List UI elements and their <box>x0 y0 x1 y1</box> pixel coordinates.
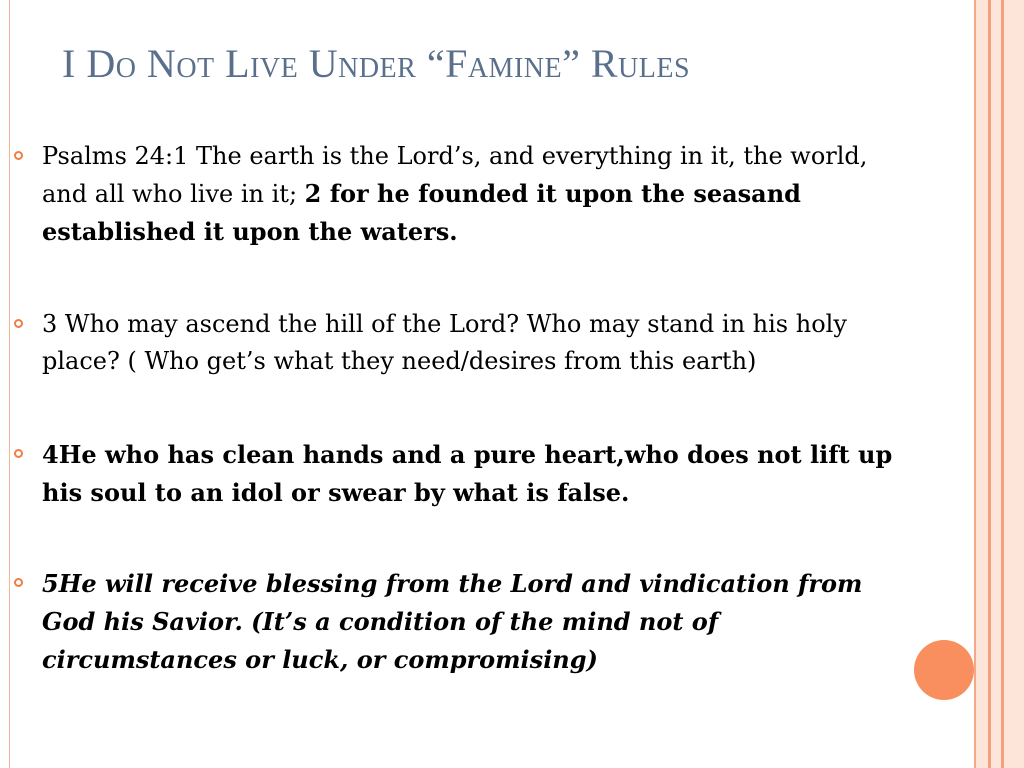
right-stripes-decoration <box>974 0 1024 768</box>
bullet-ring-icon <box>14 578 23 587</box>
bullet-item-verse-3 <box>14 306 914 380</box>
bullet-text: 3 Who may ascend the hill of the Lord? Who may stand in his holy place? ( Who get’s what they need/desires from this earth) <box>42 310 847 375</box>
bullet-ring-icon <box>14 319 23 328</box>
bullet-text-bold: 4He who has clean hands and a pure heart,who does not lift up his soul to an idol or swear by what is false. <box>42 440 893 507</box>
bullet-item-psalm-24-1 <box>14 138 914 251</box>
bullet-text-plain: Psalms 24:1 The earth is the Lord’s, and everything in it, the world, and all who live in it; <box>42 142 868 208</box>
bullet-item-verse-4 <box>14 436 914 512</box>
left-border-decoration <box>0 0 10 768</box>
bullet-ring-icon <box>14 151 23 160</box>
bullet-text-bold: 2 for he founded it upon the seasand established it upon the waters. <box>42 179 801 246</box>
bullet-item-verse-5 <box>14 565 914 679</box>
bullet-text-bold-italic: 5He will receive blessing from the Lord and vindication from God his Savior. (It’s a condition of the mind not of circumstances or luck, or compromising) <box>42 569 863 674</box>
bullet-ring-icon <box>14 449 23 458</box>
orange-circle-decoration <box>914 640 974 700</box>
slide-title: I Do Not Live Under “Famine” Rules <box>62 41 691 86</box>
